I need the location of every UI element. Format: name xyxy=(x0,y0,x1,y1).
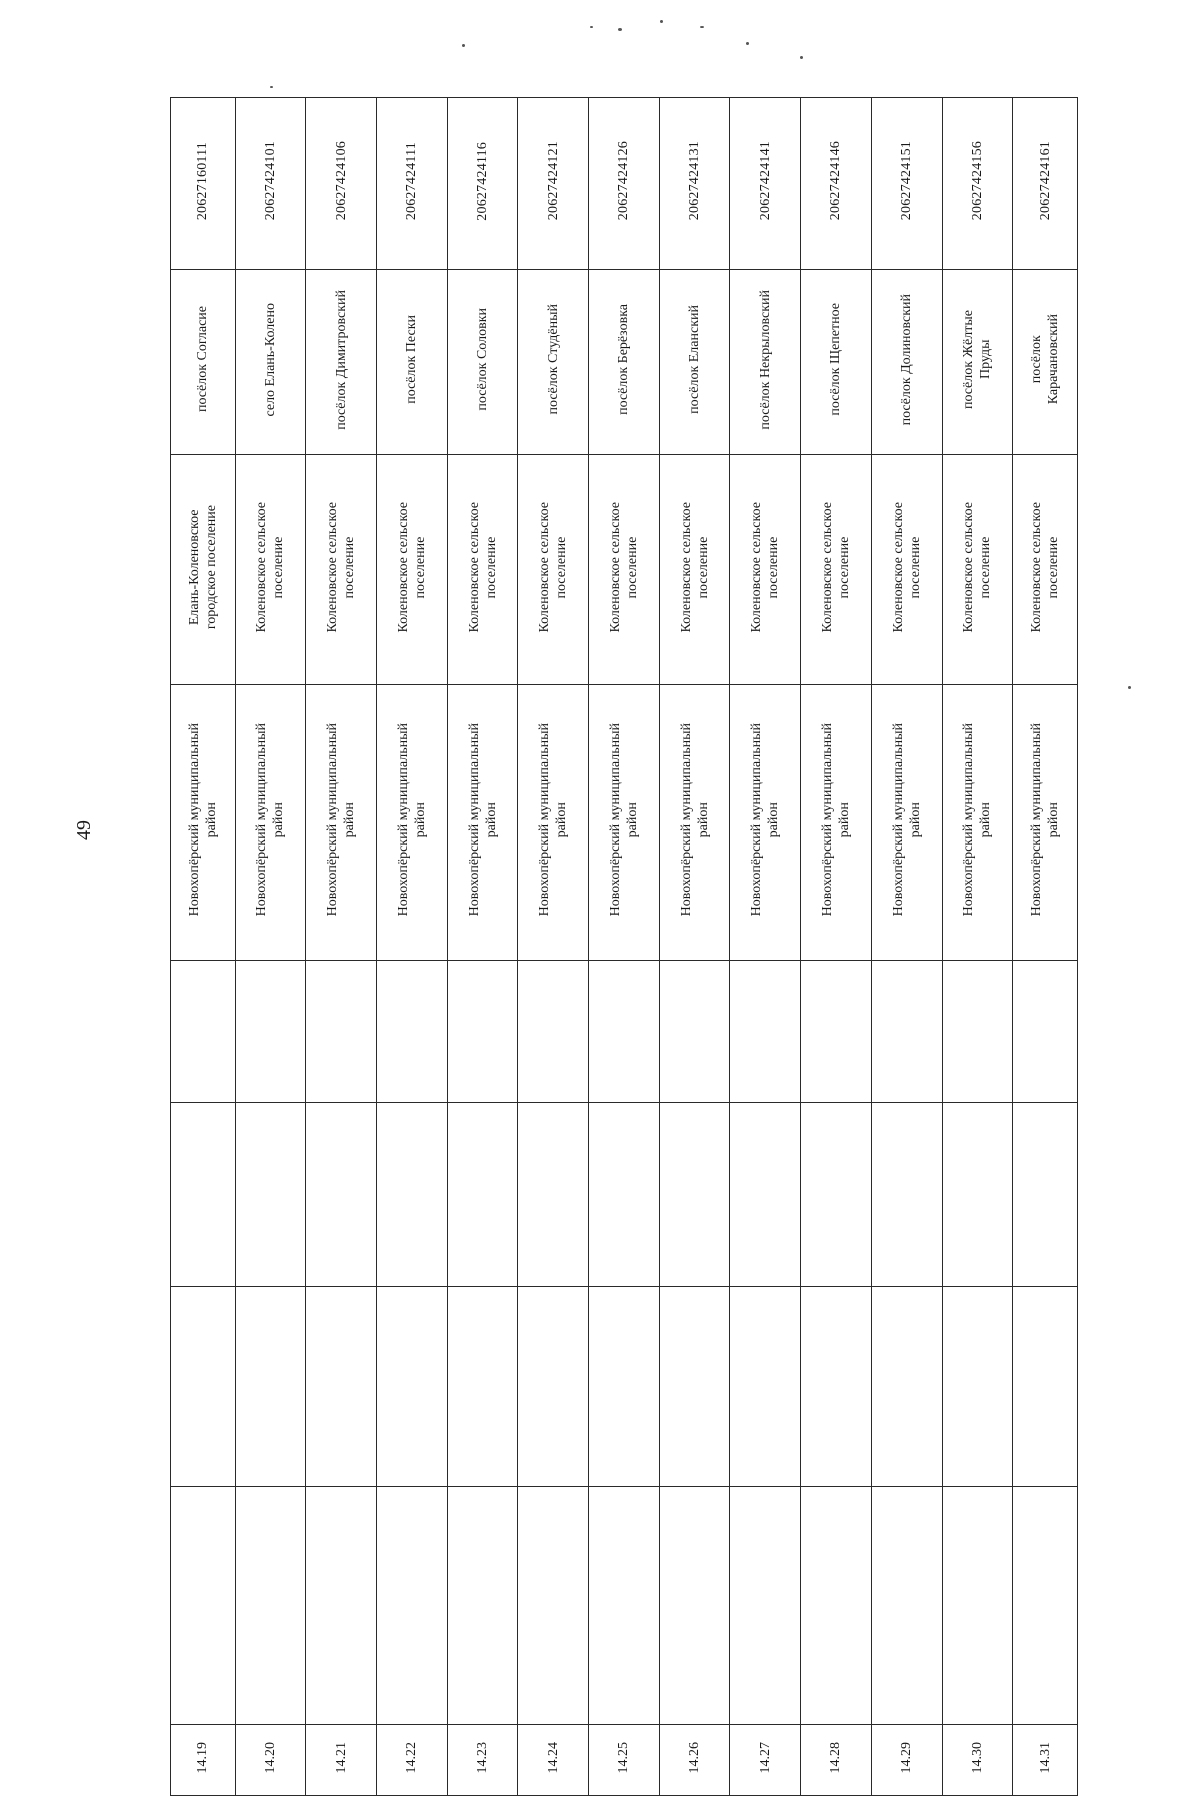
code-text: 20627160111 xyxy=(195,141,211,221)
locality-text: посёлок Согласие xyxy=(195,306,211,413)
cell-district xyxy=(589,685,660,961)
cell-settlement xyxy=(306,455,377,685)
cell-locality xyxy=(801,270,872,455)
code-text: 20627424101 xyxy=(262,141,278,221)
row-district xyxy=(171,685,1078,961)
cell-settlement xyxy=(942,455,1013,685)
cell-district xyxy=(518,685,589,961)
row-locality xyxy=(171,270,1078,455)
settlement-text: Коленовское сельское поселение xyxy=(890,501,923,633)
cell-number xyxy=(801,1725,872,1796)
scan-speck xyxy=(700,26,704,28)
scan-speck xyxy=(800,56,803,59)
row-number xyxy=(171,1725,1078,1796)
district-text: Новохопёрский муниципальный район xyxy=(254,723,287,917)
cell-locality xyxy=(447,270,518,455)
cell-code xyxy=(942,98,1013,270)
number-text: 14.19 xyxy=(195,1741,211,1774)
cell-locality xyxy=(171,270,236,455)
district-text: Новохопёрский муниципальный район xyxy=(186,723,219,917)
cell-code xyxy=(589,98,660,270)
cell-locality xyxy=(871,270,942,455)
scan-speck xyxy=(270,86,273,88)
number-text: 14.24 xyxy=(545,1741,561,1774)
cell-number xyxy=(659,1725,730,1796)
row-settlement xyxy=(171,455,1078,685)
cell-district xyxy=(377,685,448,961)
cell-code xyxy=(377,98,448,270)
cell-settlement xyxy=(730,455,801,685)
cell-number xyxy=(377,1725,448,1796)
cell-number xyxy=(306,1725,377,1796)
cell-settlement xyxy=(659,455,730,685)
cell-settlement xyxy=(171,455,236,685)
district-text: Новохопёрский муниципальный район xyxy=(607,723,640,917)
cell-settlement xyxy=(447,455,518,685)
cell-locality xyxy=(730,270,801,455)
settlement-text: Коленовское сельское поселение xyxy=(819,501,852,633)
settlement-text: Коленовское сельское поселение xyxy=(395,501,428,633)
cell-locality xyxy=(659,270,730,455)
locality-text: посёлок Пески xyxy=(404,315,420,404)
district-text: Новохопёрский муниципальный район xyxy=(466,723,499,917)
cell-district xyxy=(730,685,801,961)
code-text: 20627424106 xyxy=(333,141,349,221)
number-text: 14.30 xyxy=(969,1741,985,1774)
locality-text: посёлок Карачановский xyxy=(1029,314,1062,405)
row-empty xyxy=(171,1487,1078,1725)
cell-code xyxy=(801,98,872,270)
scan-speck xyxy=(618,28,622,31)
locality-text: посёлок Студёный xyxy=(545,304,561,415)
row-empty xyxy=(171,1103,1078,1287)
cell-code xyxy=(871,98,942,270)
cell-number xyxy=(589,1725,660,1796)
cell-locality xyxy=(377,270,448,455)
settlement-text: Коленовское сельское поселение xyxy=(537,501,570,633)
locality-text: посёлок Щепетное xyxy=(828,303,844,416)
code-text: 20627424151 xyxy=(899,141,915,221)
locality-text: посёлок Некрыловский xyxy=(757,289,773,430)
cell-code xyxy=(306,98,377,270)
locality-text: посёлок Соловки xyxy=(475,308,491,411)
district-text: Новохопёрский муниципальный район xyxy=(1029,723,1062,917)
locality-text: село Елань-Колено xyxy=(262,302,278,417)
locality-text: посёлок Еланский xyxy=(687,305,703,414)
code-text: 20627424156 xyxy=(969,141,985,221)
cell-locality xyxy=(942,270,1013,455)
district-text: Новохопёрский муниципальный район xyxy=(890,723,923,917)
cell-settlement xyxy=(377,455,448,685)
cell-settlement xyxy=(589,455,660,685)
district-text: Новохопёрский муниципальный район xyxy=(678,723,711,917)
scan-speck xyxy=(746,42,749,45)
scan-speck xyxy=(462,44,465,47)
cell-district xyxy=(1013,685,1078,961)
number-text: 14.20 xyxy=(262,1741,278,1774)
settlement-text: Коленовское сельское поселение xyxy=(1029,501,1062,633)
row-empty xyxy=(171,961,1078,1103)
cell-number xyxy=(942,1725,1013,1796)
cell-district xyxy=(447,685,518,961)
cell-number xyxy=(518,1725,589,1796)
cell-code xyxy=(518,98,589,270)
cell-number xyxy=(730,1725,801,1796)
number-text: 14.26 xyxy=(687,1741,703,1774)
cell-settlement xyxy=(235,455,306,685)
cell-settlement xyxy=(871,455,942,685)
district-text: Новохопёрский муниципальный район xyxy=(749,723,782,917)
cell-number xyxy=(447,1725,518,1796)
cell-code xyxy=(171,98,236,270)
settlement-text: Коленовское сельское поселение xyxy=(749,501,782,633)
cell-code xyxy=(730,98,801,270)
number-text: 14.28 xyxy=(828,1741,844,1774)
code-text: 20627424116 xyxy=(475,141,491,221)
row-code xyxy=(171,98,1078,270)
scan-speck xyxy=(590,26,593,28)
settlement-text: Коленовское сельское поселение xyxy=(254,501,287,633)
cell-locality xyxy=(306,270,377,455)
scan-speck xyxy=(660,20,663,23)
cell-number xyxy=(1013,1725,1078,1796)
number-text: 14.25 xyxy=(616,1741,632,1774)
code-text: 20627424121 xyxy=(545,141,561,221)
district-text: Новохопёрский муниципальный район xyxy=(325,723,358,917)
cell-locality xyxy=(1013,270,1078,455)
number-text: 14.27 xyxy=(757,1741,773,1774)
cell-locality xyxy=(235,270,306,455)
number-text: 14.31 xyxy=(1037,1741,1053,1774)
settlement-text: Коленовское сельское поселение xyxy=(678,501,711,633)
code-text: 20627424141 xyxy=(757,141,773,221)
district-text: Новохопёрский муниципальный район xyxy=(819,723,852,917)
cell-number xyxy=(171,1725,236,1796)
code-text: 20627424126 xyxy=(616,141,632,221)
district-text: Новохопёрский муниципальный район xyxy=(537,723,570,917)
page-number: 49 xyxy=(73,820,95,840)
row-empty xyxy=(171,1287,1078,1487)
settlement-text: Елань-Коленовское городское поселение xyxy=(186,504,219,630)
code-text: 20627424131 xyxy=(687,141,703,221)
cell-code xyxy=(447,98,518,270)
cell-district xyxy=(235,685,306,961)
locality-text: посёлок Берёзовка xyxy=(616,304,632,415)
district-text: Новохопёрский муниципальный район xyxy=(395,723,428,917)
settlement-text: Коленовское сельское поселение xyxy=(607,501,640,633)
cell-settlement xyxy=(518,455,589,685)
cell-district xyxy=(801,685,872,961)
cell-district xyxy=(306,685,377,961)
district-text: Новохопёрский муниципальный район xyxy=(961,723,994,917)
cell-settlement xyxy=(1013,455,1078,685)
settlement-text: Коленовское сельское поселение xyxy=(961,501,994,633)
cell-number xyxy=(871,1725,942,1796)
locality-text: посёлок Димитровский xyxy=(333,289,349,430)
code-text: 20627424111 xyxy=(404,141,420,221)
cell-settlement xyxy=(801,455,872,685)
settlements-table xyxy=(170,97,1078,1796)
number-text: 14.23 xyxy=(475,1741,491,1774)
cell-code xyxy=(1013,98,1078,270)
cell-district xyxy=(659,685,730,961)
locality-text: посёлок Долиновский xyxy=(899,293,915,426)
code-text: 20627424161 xyxy=(1037,141,1053,221)
settlement-text: Коленовское сельское поселение xyxy=(325,501,358,633)
settlement-text: Коленовское сельское поселение xyxy=(466,501,499,633)
cell-code xyxy=(659,98,730,270)
number-text: 14.21 xyxy=(333,1741,349,1774)
cell-locality xyxy=(518,270,589,455)
cell-district xyxy=(871,685,942,961)
cell-number xyxy=(235,1725,306,1796)
cell-code xyxy=(235,98,306,270)
number-text: 14.29 xyxy=(899,1741,915,1774)
locality-text: посёлок Жёлтые Пруды xyxy=(961,309,994,410)
number-text: 14.22 xyxy=(404,1741,420,1774)
scan-speck xyxy=(1128,686,1131,689)
cell-district xyxy=(942,685,1013,961)
cell-district xyxy=(171,685,236,961)
code-text: 20627424146 xyxy=(828,141,844,221)
cell-locality xyxy=(589,270,660,455)
